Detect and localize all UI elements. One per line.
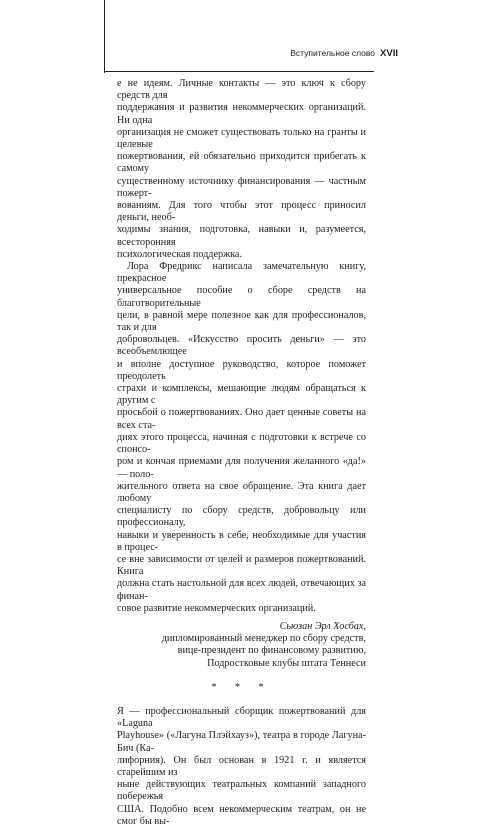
text-line: и вполне доступное руководство, которое поможет преодолеть bbox=[117, 358, 366, 382]
text-line: Лора Фредрикс написала замечательную книгу, прекрасное bbox=[117, 261, 366, 285]
text-line: специалисту по сбору средств, добровольцу или профессионалу, bbox=[117, 505, 366, 529]
text-line: просьбой о пожертвованиях. Оно дает ценные советы на всех ста- bbox=[117, 407, 366, 431]
text-line: диях этого процесса, начиная с подготовки к встрече со спонсо- bbox=[117, 431, 366, 456]
text-line: США. Подобно всем некоммерческим театрам, он не смог бы вы- bbox=[117, 803, 366, 827]
body-text bbox=[117, 78, 366, 828]
text-line: ром и кончая приемами для получения желанного «да!» — поло- bbox=[117, 456, 366, 480]
header-rule-horizontal bbox=[104, 71, 374, 72]
section-separator: * * * bbox=[211, 681, 272, 693]
closing-paragraph bbox=[117, 706, 366, 828]
text-line: вованиям. Для того чтобы этот процесс приносил деньги, необ- bbox=[117, 200, 366, 224]
text-line: ныне действующих театральных компаний западного побережья bbox=[117, 779, 366, 803]
text-line: добровольцев. «Искусство просить деньги» — это всеобъемлющее bbox=[117, 334, 366, 358]
text-line: существенному источнику финансирования — частным пожерт- bbox=[117, 175, 366, 199]
text-line: се вне зависимости от целей и размеров пожертвований. Книга bbox=[117, 553, 366, 578]
signature-author: Сьюзан Эрл Хосбах, bbox=[279, 620, 366, 632]
page-number: XVII bbox=[380, 48, 398, 59]
paragraph-1 bbox=[117, 78, 366, 261]
section-title: Вступительное слово bbox=[290, 48, 376, 58]
text-line: универсальное пособие о сборе средств на благотворительные bbox=[117, 285, 366, 309]
text-line: страхи и комплексы, мешающие людям обращаться к другим с bbox=[117, 383, 366, 407]
text-line: психологическая поддержка. bbox=[117, 248, 243, 260]
paragraph-2 bbox=[117, 261, 366, 615]
text-line: поддержания и развития некоммерческих организаций. Ни одна bbox=[117, 102, 366, 126]
signature-block bbox=[117, 621, 366, 670]
text-line: совое развитие некоммерческих организаций. bbox=[117, 602, 316, 614]
header-rule-vertical bbox=[104, 0, 105, 73]
text-line: навыки и уверенность в себе, необходимые для участия в процес- bbox=[117, 529, 366, 553]
text-line: организация не сможет существовать только на гранты и целевые bbox=[117, 126, 366, 151]
text-line: Playhouse» («Лагуна Плэйхауз»), театра в городе Лагуна-Бич (Ка- bbox=[117, 730, 366, 754]
text-line: жительного ответа на свое обращение. Эта книга дает любому bbox=[117, 480, 366, 504]
signature-line: дипломированный менеджер по сбору средств, bbox=[161, 633, 366, 645]
signature-line: вице-президент по финансовому развитию, bbox=[177, 645, 366, 657]
text-line: ходимы знания, подготовка, навыки и, разумеется, всесторонняя bbox=[117, 224, 366, 248]
text-line: цели, в равной мере полезное как для профессионалов, так и для bbox=[117, 309, 366, 334]
text-line: Я — профессиональный сборщик пожертвований для «Laguna bbox=[117, 705, 366, 730]
signature-line: Подростковые клубы штата Теннеси bbox=[207, 657, 366, 669]
text-line: е не идеям. Личные контакты — это ключ к сбору средств для bbox=[117, 78, 366, 102]
text-line: должна стать настольной для всех людей, отвечающих за финан- bbox=[117, 578, 366, 602]
running-head bbox=[0, 48, 398, 59]
text-line: пожертвования, ей обязательно приходится прибегать к самому bbox=[117, 151, 366, 175]
text-line: лифорния). Он был основан в 1921 г. и является старейшим из bbox=[117, 754, 366, 778]
